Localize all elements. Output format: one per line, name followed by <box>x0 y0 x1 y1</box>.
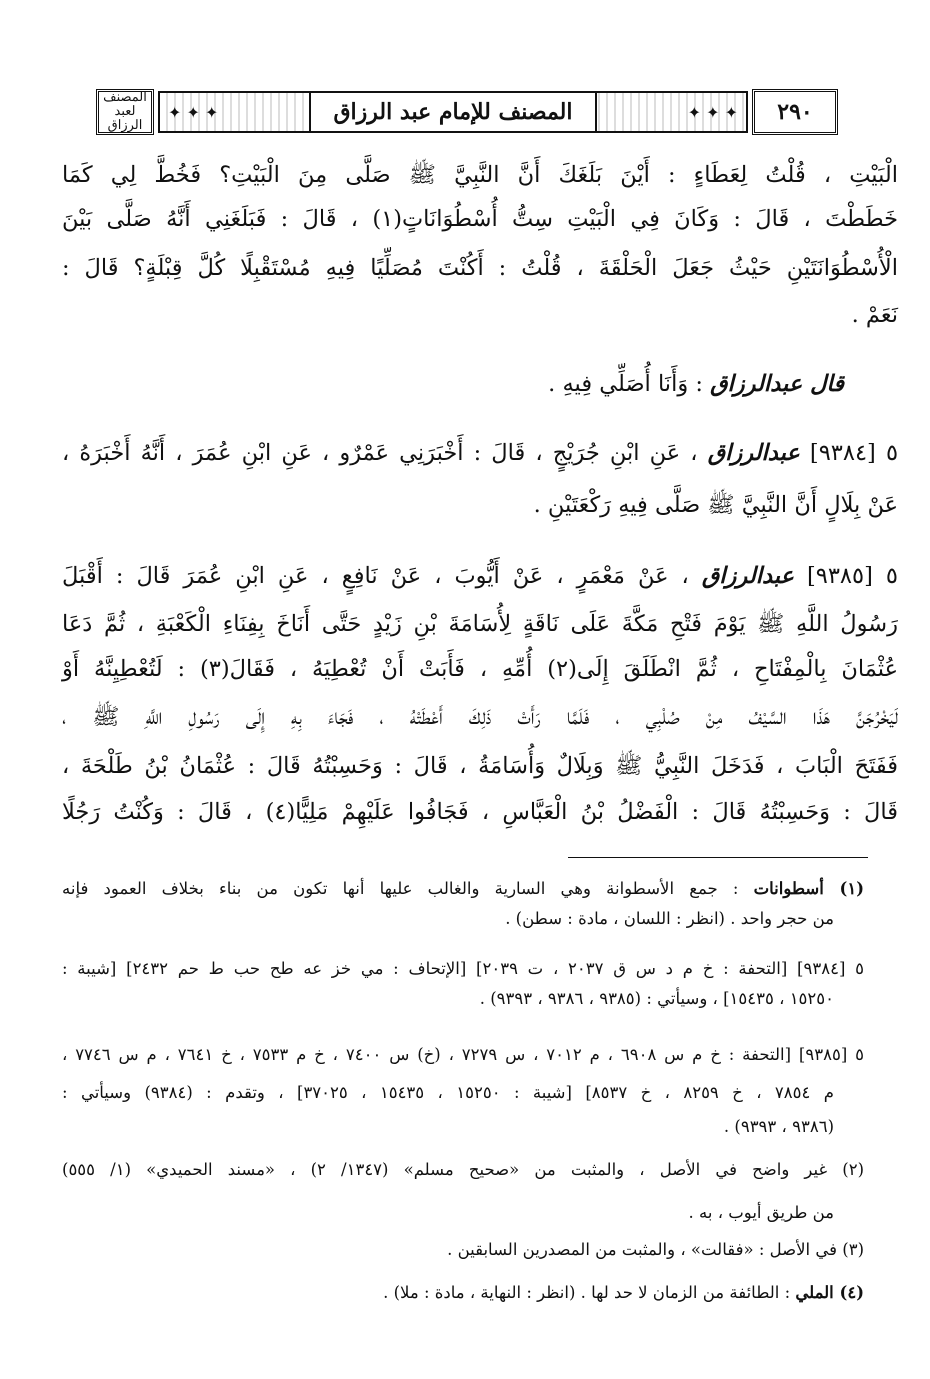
footnote-2-line-2: من طريق أيوب ، به . <box>688 1203 834 1222</box>
body-line-1: الْبَيْتِ ، قُلْتُ لِعَطَاءٍ : أَيْنَ بَلَغَكَ أَنَّ النَّبِيَّ ﷺ صَلَّى مِنَ الْبَيْتِ؟ فَخُطَّ لِي كَمَا <box>62 162 898 188</box>
decor-stars-left: ✦ ✦ ✦ <box>168 102 219 122</box>
left-ornament <box>96 89 154 135</box>
hadith-9384-line-2: عَنْ بِلَالٍ أَنَّ النَّبِيَّ ﷺ صَلَّى فِيهِ رَكْعَتَيْنِ . <box>533 492 898 518</box>
footnote-1-text: : جمع الأسطوانة وهي السارية والغالب عليها أنها تكون من بناء بخلاف العمود فإنه <box>62 879 739 898</box>
body-line-4: نَعَمْ . <box>851 302 898 328</box>
source-9385-line-3: (٩٣٨٦ ، ٩٣٩٣) . <box>723 1117 834 1136</box>
title-band <box>158 91 748 133</box>
hadith-9385-text-1: ، عَنْ مَعْمَرٍ ، عَنْ أَيُّوبَ ، عَنْ نَافِعٍ ، عَنِ ابْنِ عُمَرَ قَالَ : أَقْبَلَ <box>62 563 689 589</box>
hadith-9385-line-5: فَفَتَحَ الْبَابَ ، فَدَخَلَ النَّبِيُّ ﷺ وَبِلَالٌ وَأُسَامَةُ ، قَالَ : وَحَسِبْتُهُ قَالَ : عُثْمَانُ بْنُ طَلْحَةَ ، <box>62 753 898 779</box>
footnote-1-line-1 <box>62 876 864 902</box>
page-header <box>96 84 838 140</box>
running-title: المصنف للإمام عبد الرزاق <box>309 93 596 131</box>
hadith-9385-line-4: لَيَخْرُجَنَّ هَذَا السَّيْفُ مِنْ صُلْبِي ، فَلَمَّا رَأَتْ ذَلِكَ أَعْطَتْهُ ، فَجَاءَ بِهِ إِلَى رَسُولِ اللَّهِ ﷺ ، <box>62 704 898 730</box>
footnote-2-line-1: (٢) غير واضح في الأصل ، والمثبت من «صحيح مسلم» (١٣٤٧/ ٢) ، «مسند الحميدي» (١/ ٥٥٥) <box>62 1160 864 1179</box>
source-9385-line-2: م ٧٨٥٤ ، خ ٨٢٥٩ ، خ ٨٥٣٧] [شيبة : ١٥٢٥٠ ، ١٥٤٣٥ ، ٣٧٠٢٥] ، وتقدم : (٩٣٨٤) وسيأتي : <box>62 1083 834 1102</box>
hadith-9385-line-3: عُثْمَانَ بِالْمِفْتَاحِ ، ثُمَّ انْطَلَقَ إِلَى(٢) أُمِّهِ ، فَأَبَتْ أَنْ تُعْطِيَهُ ، فَقَالَ(٣) : لَتُعْطِيِنَّهُ أَوْ <box>62 656 899 682</box>
hadith-9385-number: ٥ [٩٣٨٥] <box>806 563 898 589</box>
hadith-9385-name: عبدالرزاق <box>701 563 794 589</box>
hadith-9385-line-2: رَسُولُ اللَّهِ ﷺ يَوْمَ فَتْحِ مَكَّةَ عَلَى نَاقَةٍ لِأُسَامَةَ بْنِ زَيْدٍ حَتَّى أَنَاخَ بِفِنَاءِ الْكَعْبَةِ ، ثُمَّ دَعَا <box>62 611 898 637</box>
source-9384-line-1: ٥ [٩٣٨٤] [التحفة : خ م د س ق ٢٠٣٧ ، ت ٢٠٣٩] [الإتحاف : مي خز عه طح حب ط حم ٢٤٣٢] [شيبة : <box>62 959 864 978</box>
body-line-2: خَطَطْتَ ، قَالَ : وَكَانَ فِي الْبَيْتِ سِتُّ أُسْطُوَانَاتٍ(١) ، قَالَ : فَبَلَغَنِي أَنَّهُ صَلَّى بَيْنَ <box>62 206 898 232</box>
qala-label: قال عبدالرزاق <box>710 371 844 397</box>
page-number: ٢٩٠ <box>752 89 838 135</box>
decor-stars-right: ✦ ✦ ✦ <box>687 102 738 122</box>
hadith-9385-line-1 <box>62 561 898 591</box>
footnote-1-label: (١) أسطوانات <box>753 879 864 898</box>
footnote-1-line-2: من حجر واحد . (انظر : اللسان ، مادة : سطن) . <box>505 909 834 928</box>
hadith-9385-line-6: قَالَ : وَحَسِبْتُهُ قَالَ : الْفَضْلُ بْنُ الْعَبَّاسِ ، فَجَافُوا عَلَيْهِمْ مَلِيًّا(٤) ، قَالَ : وَكُنْتُ رَجُلًا <box>62 799 899 825</box>
hadith-9384-name: عبدالرزاق <box>707 440 800 466</box>
footnote-4-text: : الطائفة من الزمان لا حد لها . (انظر : النهاية ، مادة : ملا) . <box>383 1283 791 1302</box>
footnote-3: (٣) في الأصل : «فقالت» ، والمثبت من المصدرين السابقين . <box>447 1240 864 1259</box>
footnote-4 <box>62 1280 864 1306</box>
hadith-9384-text-1: ، عَنِ ابْنِ جُرَيْجٍ ، قَالَ : أَخْبَرَنِي عَمْرٌو ، عَنِ ابْنِ عُمَرَ ، أَنَّهُ أَخْبَرَهُ ، <box>62 440 698 466</box>
qala-line <box>548 369 844 399</box>
source-9384-line-2: ١٥٢٥٠ ، ١٥٤٣٥] ، وسيأتي : (٩٣٨٥ ، ٩٣٨٦ ، ٩٣٩٣) . <box>479 989 834 1008</box>
footnote-4-label: (٤) الملي <box>795 1283 864 1302</box>
hadith-9384-line-1 <box>62 438 898 468</box>
footnote-separator <box>568 857 868 858</box>
hadith-9384-number: ٥ [٩٣٨٤] <box>809 440 899 466</box>
qala-text: : وَأَنَا أُصَلِّي فِيهِ . <box>548 371 703 397</box>
source-9385-line-1: ٥ [٩٣٨٥] [التحفة : خ م س ٦٩٠٨ ، م ٧٠١٢ ، س ٧٢٧٩ ، (خ) س ٧٤٠٠ ، خ م ٧٥٣٣ ، خ ٧٦٤١ ، م س ٧٧٤٦ ، <box>62 1045 864 1064</box>
body-line-3: الْأُسْطُوَانَتَيْنِ حَيْثُ جَعَلَ الْحَلْقَةَ ، قُلْتُ : أَكُنْتَ مُصَلِّيًا فِيهِ مُسْتَقْبِلًا كُلَّ قِبْلَةٍ؟ قَالَ : <box>62 255 898 281</box>
left-ornament-text: المصنف لعبد الرزاق <box>103 90 147 133</box>
